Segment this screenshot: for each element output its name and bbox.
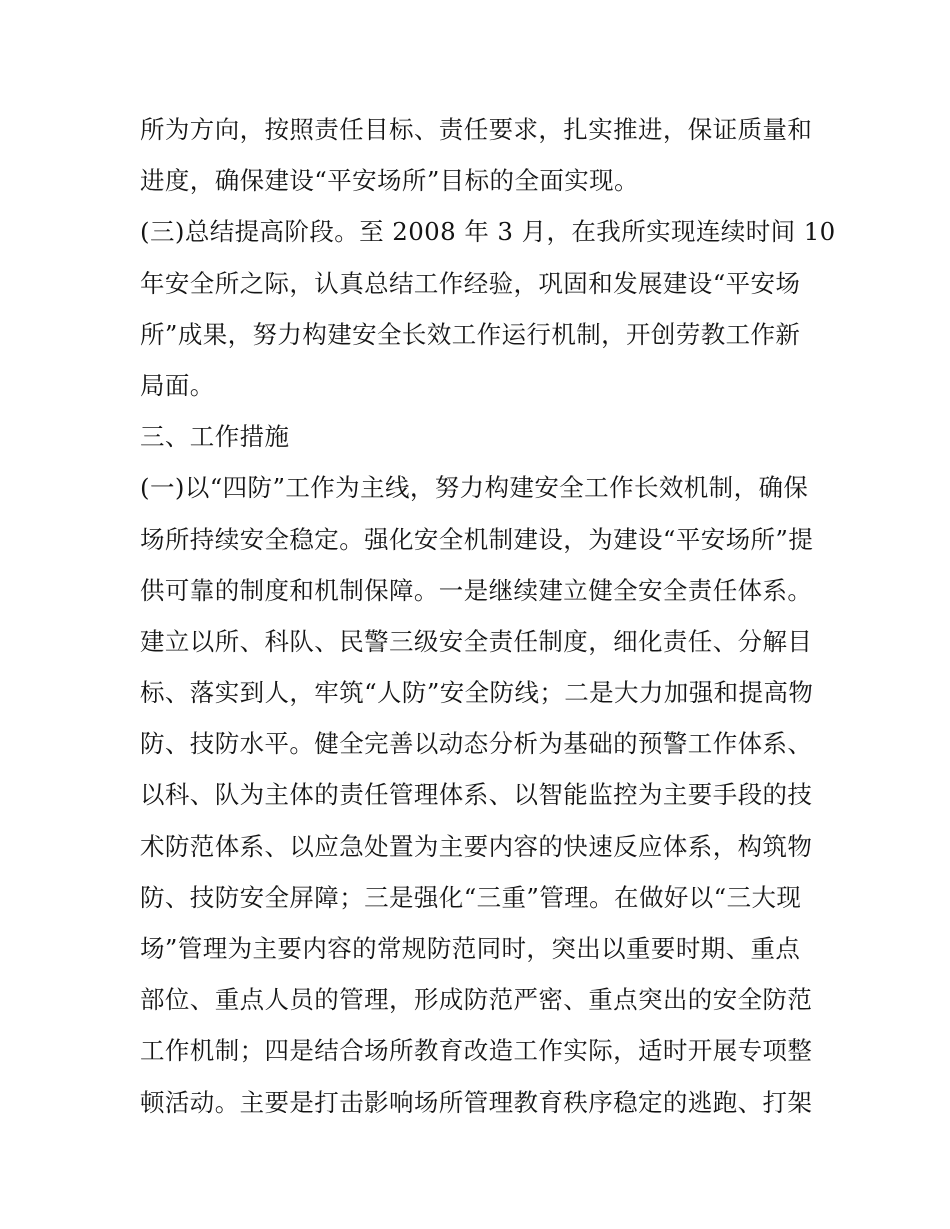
text-line: 工作机制；四是结合场所教育改造工作实际，适时开展专项整 [140,1036,813,1066]
document-body [140,104,836,1128]
text-line: 场所持续安全稳定。强化安全机制建设，为建设“平安场所”提 [140,524,814,554]
text-line: 术防范体系、以应急处置为主要内容的快速反应体系，构筑物 [140,831,813,861]
text-line: 建立以所、科队、民警三级安全责任制度，细化责任、分解目 [140,626,813,656]
section-heading: 三、工作措施 [140,422,290,452]
text-line: 进度，确保建设“平安场所”目标的全面实现。 [140,166,639,196]
text-line: 场”管理为主要内容的常规防范同时，突出以重要时期、重点 [140,934,801,963]
text-line: 以科、队为主体的责任管理体系、以智能监控为主要手段的技 [140,780,813,810]
text-line: 部位、重点人员的管理，形成防范严密、重点突出的安全防范 [140,985,813,1015]
text-line: (一)以“四防”工作为主线，努力构建安全工作长效机制，确保 [140,473,809,503]
text-line: 标、落实到人，牢筑“人防”安全防线；二是大力加强和提高物 [140,678,814,708]
text-line: 供可靠的制度和机制保障。一是继续建立健全安全责任体系。 [140,575,813,605]
text-line: (三)总结提高阶段。至 2008 年 3 月，在我所实现连续时间 10 [140,217,836,247]
text-line: 所”成果，努力构建安全长效工作运行机制，开创劳教工作新 [140,319,801,349]
text-line: 防、技防安全屏障；三是强化“三重”管理。在做好以“三大现 [140,882,802,912]
text-line: 局面。 [140,370,215,400]
text-line: 顿活动。主要是打击影响场所管理教育秩序稳定的逃跑、打架 [140,1087,813,1117]
text-line: 所为方向，按照责任目标、责任要求，扎实推进，保证质量和 [140,115,813,144]
text-line: 防、技防水平。健全完善以动态分析为基础的预警工作体系、 [140,729,813,759]
text-line: 年安全所之际，认真总结工作经验，巩固和发展建设“平安场 [140,268,801,298]
